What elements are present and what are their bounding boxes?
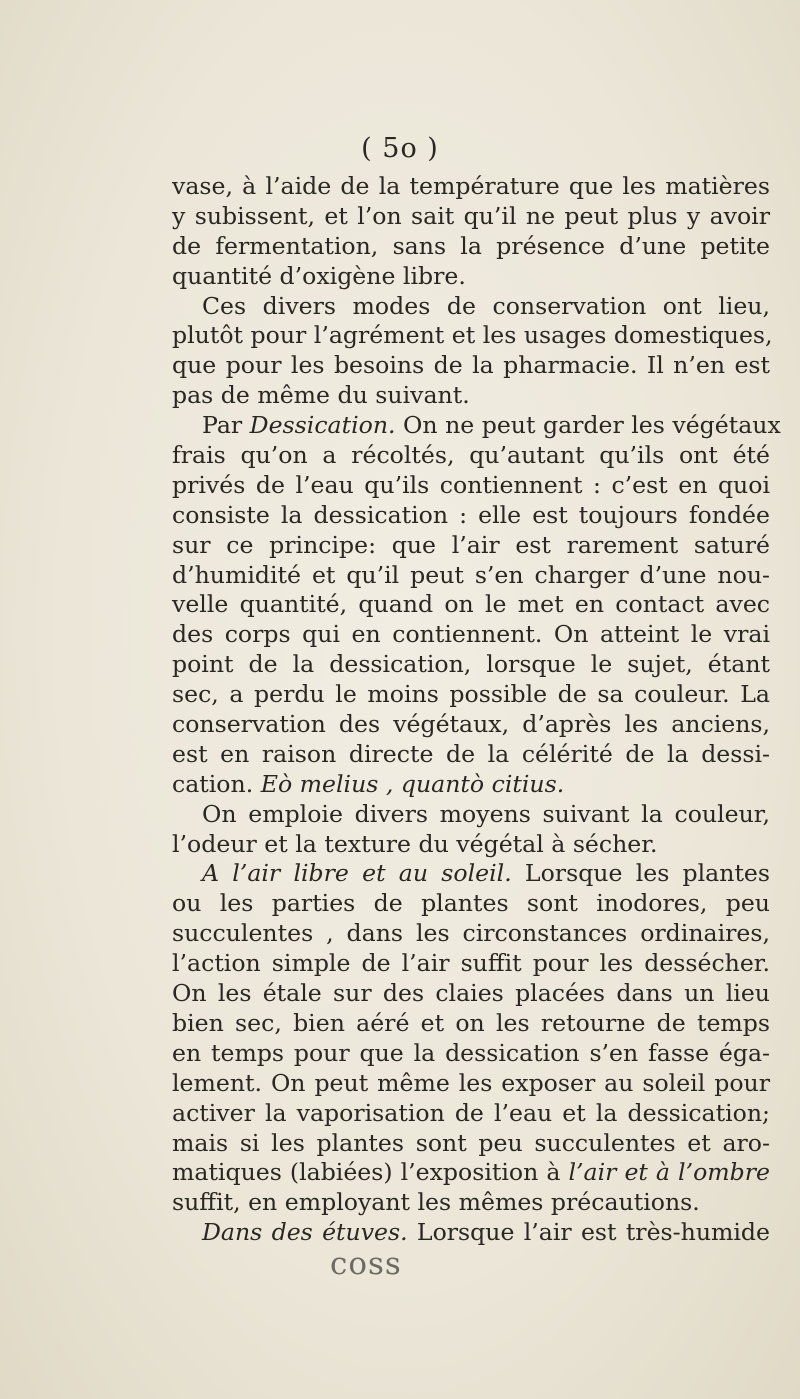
text-line [172,979,770,1009]
text-run: quantité d’oxigène libre. [172,261,466,290]
text-run: activer la vaporisation de l’eau et la dessication; [172,1098,770,1127]
text-run: On ne peut garder les végétaux [395,411,781,440]
text-line [172,620,770,650]
text-line [172,411,781,441]
text-run: de fermentation, sans la présence d’une petite [172,231,770,260]
text-line [172,1009,770,1039]
text-run: en temps pour que la dessication s’en fasse éga- [172,1038,770,1067]
text-run: consiste la dessication : elle est toujours fondée [172,500,770,529]
text-line [172,680,770,710]
text-run: ou les parties de plantes sont inodores, peu [172,889,770,918]
text-line [172,710,770,740]
text-line [172,262,770,292]
text-run: mais si les plantes sont peu succulentes et aro- [172,1128,770,1157]
text-line [172,830,770,860]
text-line [172,949,770,979]
text-line [172,232,770,262]
text-line [172,650,770,680]
text-run: suffit, en employant les mêmes précautions. [172,1188,700,1217]
text-line [172,919,770,949]
italic-text: l’air et à l’ombre [568,1158,770,1187]
text-run: Lorsque les plantes [511,859,770,888]
text-run: pas de même du suivant. [172,381,470,410]
text-line [172,740,770,770]
text-run: point de la dessication, lorsque le sujet, étant [172,650,770,679]
text-line [172,1039,770,1069]
catchword: coss [330,1246,402,1282]
text-line [172,1099,770,1129]
text-line [172,471,770,501]
text-run: bien sec, bien aéré et on les retourne de temps [172,1008,770,1037]
text-run: sur ce principe: que l’air est rarement saturé [172,530,770,559]
text-run: privés de l’eau qu’ils contiennent : c’est en quoi [172,470,770,499]
text-line [172,1069,770,1099]
text-line [172,590,770,620]
text-run: est en raison directe de la célérité de la dessi- [172,739,770,768]
italic-text: Dessication. [249,411,396,440]
text-line [172,501,770,531]
text-line [172,381,770,411]
body-text [172,172,781,1248]
italic-text: A l’air libre et au soleil. [202,859,512,888]
text-run: que pour les besoins de la pharmacie. Il n’en est [172,351,770,380]
text-run: succulentes , dans les circonstances ordinaires, [172,919,770,948]
text-run: sec, a perdu le moins possible de sa couleur. La [172,680,770,709]
text-run: l’action simple de l’air suffit pour les dessécher. [172,949,770,978]
text-run: y subissent, et l’on sait qu’il ne peut plus y avoir [172,201,770,230]
text-line [172,889,770,919]
text-line [172,292,770,322]
text-line [172,770,770,800]
text-run: frais qu’on a récoltés, qu’autant qu’ils ont été [172,441,770,470]
text-run: Ces divers modes de conservation ont lieu, [202,291,770,320]
text-run: des corps qui en contiennent. On atteint le vrai [172,620,770,649]
text-line [172,1129,770,1159]
italic-text: Dans des étuves. [202,1218,408,1247]
text-run: conservation des végétaux, d’après les anciens, [172,710,770,739]
italic-text: Eò melius , quantò citius. [260,769,565,798]
text-line [172,1158,770,1188]
text-line [172,1188,770,1218]
text-run: On emploie divers moyens suivant la couleur, [202,799,770,828]
text-run: l’odeur et la texture du végétal à sécher. [172,829,658,858]
text-line [172,351,770,381]
text-line [172,859,770,889]
text-run: d’humidité et qu’il peut s’en charger d’une nou- [172,560,770,589]
text-run: velle quantité, quand on le met en contact avec [172,590,770,619]
text-line [172,172,770,202]
text-line [172,441,770,471]
text-run: Lorsque l’air est très-humide [407,1218,771,1247]
text-line [172,800,770,830]
text-run: matiques (labiées) l’exposition à [172,1158,569,1187]
text-run: cation. [172,769,261,798]
text-line [172,202,770,232]
text-run: lement. On peut même les exposer au soleil pour [172,1068,770,1097]
text-line [172,321,773,351]
text-run: plutôt pour l’agrément et les usages domestiques, [172,321,773,350]
text-run: On les étale sur des claies placées dans un lieu [172,979,770,1008]
text-line [172,561,770,591]
page-number: ( 5o ) [361,133,439,164]
text-run: vase, à l’aide de la température que les matières [172,172,770,200]
text-line [172,1218,770,1248]
text-run: Par [202,411,250,440]
text-line [172,531,770,561]
